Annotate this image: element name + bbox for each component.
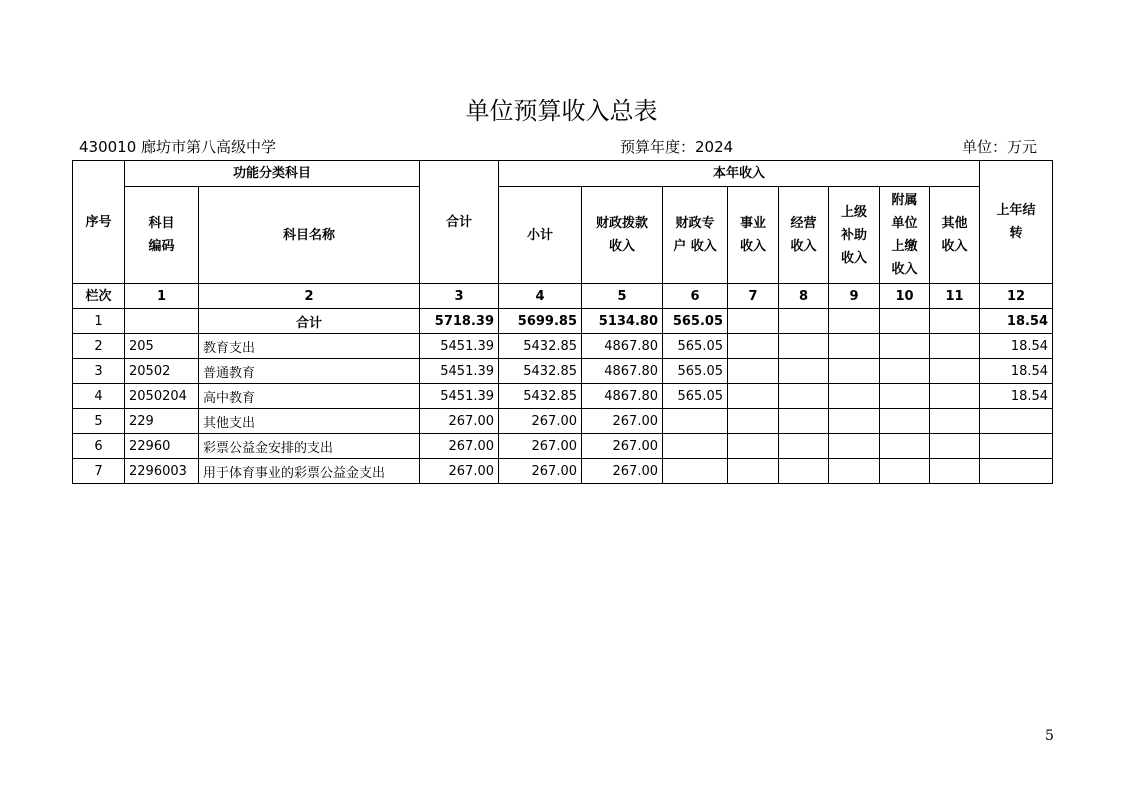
row-seq: 2 bbox=[73, 334, 125, 359]
row-subsidy bbox=[829, 409, 880, 434]
row-seq: 3 bbox=[73, 359, 125, 384]
row-special bbox=[663, 459, 728, 484]
row-total: 5718.39 bbox=[420, 309, 499, 334]
row-code: 229 bbox=[125, 409, 199, 434]
row-fiscal: 4867.80 bbox=[582, 334, 663, 359]
row-affiliated bbox=[880, 459, 930, 484]
row-carryover: 18.54 bbox=[980, 309, 1053, 334]
row-fiscal: 4867.80 bbox=[582, 384, 663, 409]
header-operating: 经营 收入 bbox=[779, 187, 829, 284]
row-subtotal: 267.00 bbox=[499, 459, 582, 484]
row-special: 565.05 bbox=[663, 384, 728, 409]
row-operating bbox=[779, 434, 829, 459]
budget-income-table bbox=[72, 160, 1053, 484]
header-affiliated: 附属 单位 上缴 收入 bbox=[880, 187, 930, 284]
row-code: 2296003 bbox=[125, 459, 199, 484]
row-subsidy bbox=[829, 434, 880, 459]
row-operating bbox=[779, 384, 829, 409]
row-business bbox=[728, 334, 779, 359]
colnum: 12 bbox=[980, 284, 1053, 309]
row-subsidy bbox=[829, 459, 880, 484]
row-total: 267.00 bbox=[420, 409, 499, 434]
header-total: 合计 bbox=[420, 161, 499, 284]
row-business bbox=[728, 409, 779, 434]
row-total: 267.00 bbox=[420, 459, 499, 484]
budget-year: 预算年度：2024 bbox=[620, 138, 734, 156]
table-body bbox=[73, 309, 1053, 484]
row-business bbox=[728, 384, 779, 409]
colnum-label: 栏次 bbox=[73, 284, 125, 309]
row-fiscal: 267.00 bbox=[582, 459, 663, 484]
row-name: 教育支出 bbox=[199, 334, 420, 359]
row-business bbox=[728, 309, 779, 334]
table-row bbox=[73, 384, 1053, 409]
row-operating bbox=[779, 409, 829, 434]
row-total: 267.00 bbox=[420, 434, 499, 459]
colnum: 3 bbox=[420, 284, 499, 309]
row-subtotal: 267.00 bbox=[499, 434, 582, 459]
row-subtotal: 5432.85 bbox=[499, 359, 582, 384]
row-name: 合计 bbox=[199, 309, 420, 334]
row-name: 其他支出 bbox=[199, 409, 420, 434]
header-business: 事业 收入 bbox=[728, 187, 779, 284]
page-title: 单位预算收入总表 bbox=[465, 97, 658, 125]
header-code: 科目 编码 bbox=[125, 187, 199, 284]
table-row bbox=[73, 409, 1053, 434]
row-subsidy bbox=[829, 384, 880, 409]
row-seq: 4 bbox=[73, 384, 125, 409]
row-carryover: 18.54 bbox=[980, 334, 1053, 359]
row-subtotal: 5699.85 bbox=[499, 309, 582, 334]
row-business bbox=[728, 359, 779, 384]
row-other bbox=[930, 409, 980, 434]
row-affiliated bbox=[880, 409, 930, 434]
row-special: 565.05 bbox=[663, 359, 728, 384]
row-fiscal: 5134.80 bbox=[582, 309, 663, 334]
column-number-row bbox=[73, 284, 1053, 309]
row-total: 5451.39 bbox=[420, 359, 499, 384]
row-operating bbox=[779, 359, 829, 384]
row-carryover: 18.54 bbox=[980, 384, 1053, 409]
row-other bbox=[930, 359, 980, 384]
row-special: 565.05 bbox=[663, 309, 728, 334]
row-fiscal: 267.00 bbox=[582, 434, 663, 459]
header-special: 财政专 户 收入 bbox=[663, 187, 728, 284]
colnum: 7 bbox=[728, 284, 779, 309]
row-subsidy bbox=[829, 359, 880, 384]
row-code: 20502 bbox=[125, 359, 199, 384]
row-affiliated bbox=[880, 334, 930, 359]
row-carryover: 18.54 bbox=[980, 359, 1053, 384]
table-row bbox=[73, 459, 1053, 484]
row-carryover bbox=[980, 459, 1053, 484]
row-carryover bbox=[980, 409, 1053, 434]
row-operating bbox=[779, 309, 829, 334]
colnum: 2 bbox=[199, 284, 420, 309]
row-subtotal: 5432.85 bbox=[499, 384, 582, 409]
row-total: 5451.39 bbox=[420, 334, 499, 359]
row-code: 205 bbox=[125, 334, 199, 359]
row-code: 22960 bbox=[125, 434, 199, 459]
row-seq: 5 bbox=[73, 409, 125, 434]
header-name: 科目名称 bbox=[199, 187, 420, 284]
row-other bbox=[930, 334, 980, 359]
colnum: 9 bbox=[829, 284, 880, 309]
row-carryover bbox=[980, 434, 1053, 459]
row-subsidy bbox=[829, 309, 880, 334]
row-name: 彩票公益金安排的支出 bbox=[199, 434, 420, 459]
row-affiliated bbox=[880, 384, 930, 409]
row-subtotal: 5432.85 bbox=[499, 334, 582, 359]
row-affiliated bbox=[880, 309, 930, 334]
row-subsidy bbox=[829, 334, 880, 359]
table-row bbox=[73, 334, 1053, 359]
row-affiliated bbox=[880, 434, 930, 459]
row-special: 565.05 bbox=[663, 334, 728, 359]
row-name: 高中教育 bbox=[199, 384, 420, 409]
header-other: 其他 收入 bbox=[930, 187, 980, 284]
row-other bbox=[930, 384, 980, 409]
header-fiscal: 财政拨款 收入 bbox=[582, 187, 663, 284]
row-special bbox=[663, 434, 728, 459]
header-func-class: 功能分类科目 bbox=[125, 161, 420, 187]
row-fiscal: 4867.80 bbox=[582, 359, 663, 384]
row-affiliated bbox=[880, 359, 930, 384]
row-special bbox=[663, 409, 728, 434]
row-operating bbox=[779, 459, 829, 484]
row-seq: 6 bbox=[73, 434, 125, 459]
row-name: 普通教育 bbox=[199, 359, 420, 384]
colnum: 4 bbox=[499, 284, 582, 309]
header-current-income: 本年收入 bbox=[499, 161, 980, 187]
colnum: 6 bbox=[663, 284, 728, 309]
currency-unit: 单位：万元 bbox=[962, 138, 1038, 156]
header-subsidy: 上级 补助 收入 bbox=[829, 187, 880, 284]
row-business bbox=[728, 434, 779, 459]
row-operating bbox=[779, 334, 829, 359]
table-row bbox=[73, 359, 1053, 384]
unit-name: 430010 廊坊市第八高级中学 bbox=[79, 138, 277, 156]
colnum: 5 bbox=[582, 284, 663, 309]
header-carryover: 上年结 转 bbox=[980, 161, 1053, 284]
row-other bbox=[930, 434, 980, 459]
row-total: 5451.39 bbox=[420, 384, 499, 409]
colnum: 10 bbox=[880, 284, 930, 309]
page-number: 5 bbox=[1045, 728, 1054, 744]
header-seq: 序号 bbox=[73, 161, 125, 284]
row-subtotal: 267.00 bbox=[499, 409, 582, 434]
table-row bbox=[73, 434, 1053, 459]
row-other bbox=[930, 459, 980, 484]
header-subtotal: 小计 bbox=[499, 187, 582, 284]
row-seq: 7 bbox=[73, 459, 125, 484]
table-row bbox=[73, 309, 1053, 334]
colnum: 11 bbox=[930, 284, 980, 309]
row-fiscal: 267.00 bbox=[582, 409, 663, 434]
row-seq: 1 bbox=[73, 309, 125, 334]
row-business bbox=[728, 459, 779, 484]
row-code: 2050204 bbox=[125, 384, 199, 409]
row-other bbox=[930, 309, 980, 334]
row-name: 用于体育事业的彩票公益金支出 bbox=[199, 459, 420, 484]
colnum: 1 bbox=[125, 284, 199, 309]
colnum: 8 bbox=[779, 284, 829, 309]
row-code bbox=[125, 309, 199, 334]
